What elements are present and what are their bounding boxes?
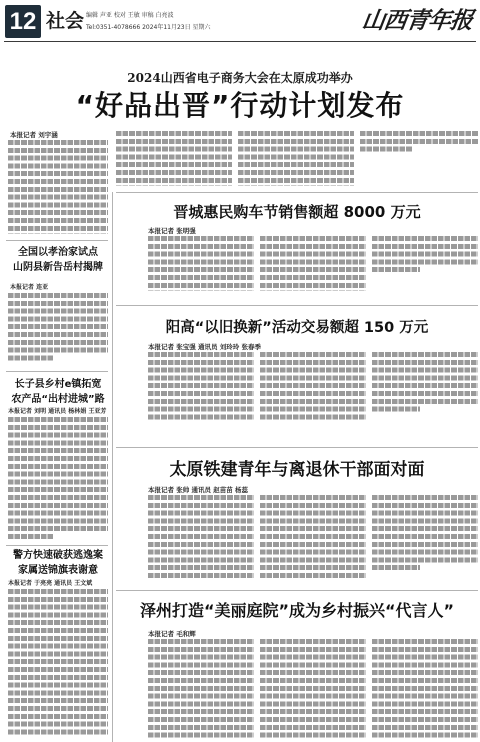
sidebar-byline: 本报记者 刘明 通讯员 杨林娟 王亚芳 — [8, 408, 107, 415]
story-body-text — [148, 352, 254, 422]
lead-byline: 本报记者 刘宇涵 — [10, 131, 58, 139]
story-body-text — [372, 352, 478, 414]
section-rule — [116, 192, 478, 193]
story-body-text — [148, 639, 254, 740]
story-body-text — [260, 236, 366, 291]
page-number: 12 — [5, 5, 41, 38]
story-byline: 本报记者 张明强 — [148, 227, 196, 235]
sidebar-headline: 全国以孝治家试点 — [18, 247, 98, 258]
story-body-text — [260, 639, 366, 740]
section-rule — [6, 240, 108, 241]
story-body-text — [148, 236, 254, 291]
sidebar-headline: 山阴县新告岳村揭牌 — [13, 262, 103, 273]
lead-kicker: 2024山西省电子商务大会在太原成功举办 — [127, 71, 353, 85]
sidebar-body-text — [8, 589, 108, 737]
sidebar-headline: 警方快速破获逃逸案 — [13, 550, 103, 561]
story-headline: 泽州打造“美丽庭院”成为乡村振兴“代言人” — [139, 601, 455, 620]
section-rule — [116, 447, 478, 448]
sidebar-headline: 长子县乡村e镇拓宽 — [14, 379, 102, 390]
lead-body-text — [116, 131, 232, 186]
section-rule — [6, 545, 108, 546]
story-body-text — [372, 639, 478, 740]
story-byline: 本报记者 张帅 通讯员 赵苗苗 杨蕊 — [148, 486, 249, 494]
lead-body-text — [8, 140, 108, 234]
sidebar-byline: 本报记者 于亮亮 通讯员 王文斌 — [8, 580, 93, 587]
story-byline: 本报记者 毛和辉 — [148, 630, 196, 638]
story-body-text — [148, 495, 254, 581]
story-body-text — [372, 495, 478, 573]
section-rule — [116, 305, 478, 306]
sidebar-headline: 农产品“出村进城”路 — [11, 394, 105, 405]
section-rule — [6, 371, 108, 372]
lead-headline: “好品出晋”行动计划发布 — [75, 89, 405, 122]
editor-credits: 编辑 声亚 校对 王敏 审稿 白亮波 — [86, 12, 174, 19]
story-headline: 太原铁建青年与离退休干部面对面 — [169, 460, 425, 480]
story-body-text — [260, 495, 366, 581]
story-body-text — [260, 352, 366, 422]
lead-body-text — [238, 131, 354, 186]
sidebar-body-text — [8, 293, 108, 363]
lead-body-text — [360, 131, 478, 154]
column-divider — [112, 192, 113, 742]
story-headline: 阳高“以旧换新”活动交易额超 150 万元 — [165, 320, 429, 336]
sidebar-headline: 家属送锦旗表谢意 — [18, 565, 98, 576]
story-body-text — [372, 236, 478, 275]
masthead-logo: 山西青年报 — [360, 7, 474, 34]
story-byline: 本报记者 张宝强 通讯员 刘玲玲 张春季 — [148, 343, 262, 351]
section-rule — [116, 590, 478, 591]
sidebar-body-text — [8, 417, 108, 542]
header-rule — [4, 41, 476, 42]
contact-and-date: Tel:0351-4078666 2024年11月23日 星期六 — [86, 24, 211, 31]
sidebar-byline: 本报记者 连亚 — [10, 284, 49, 291]
section-name: 社会 — [46, 10, 85, 32]
story-headline: 晋城惠民购车节销售额超 8000 万元 — [173, 203, 421, 221]
